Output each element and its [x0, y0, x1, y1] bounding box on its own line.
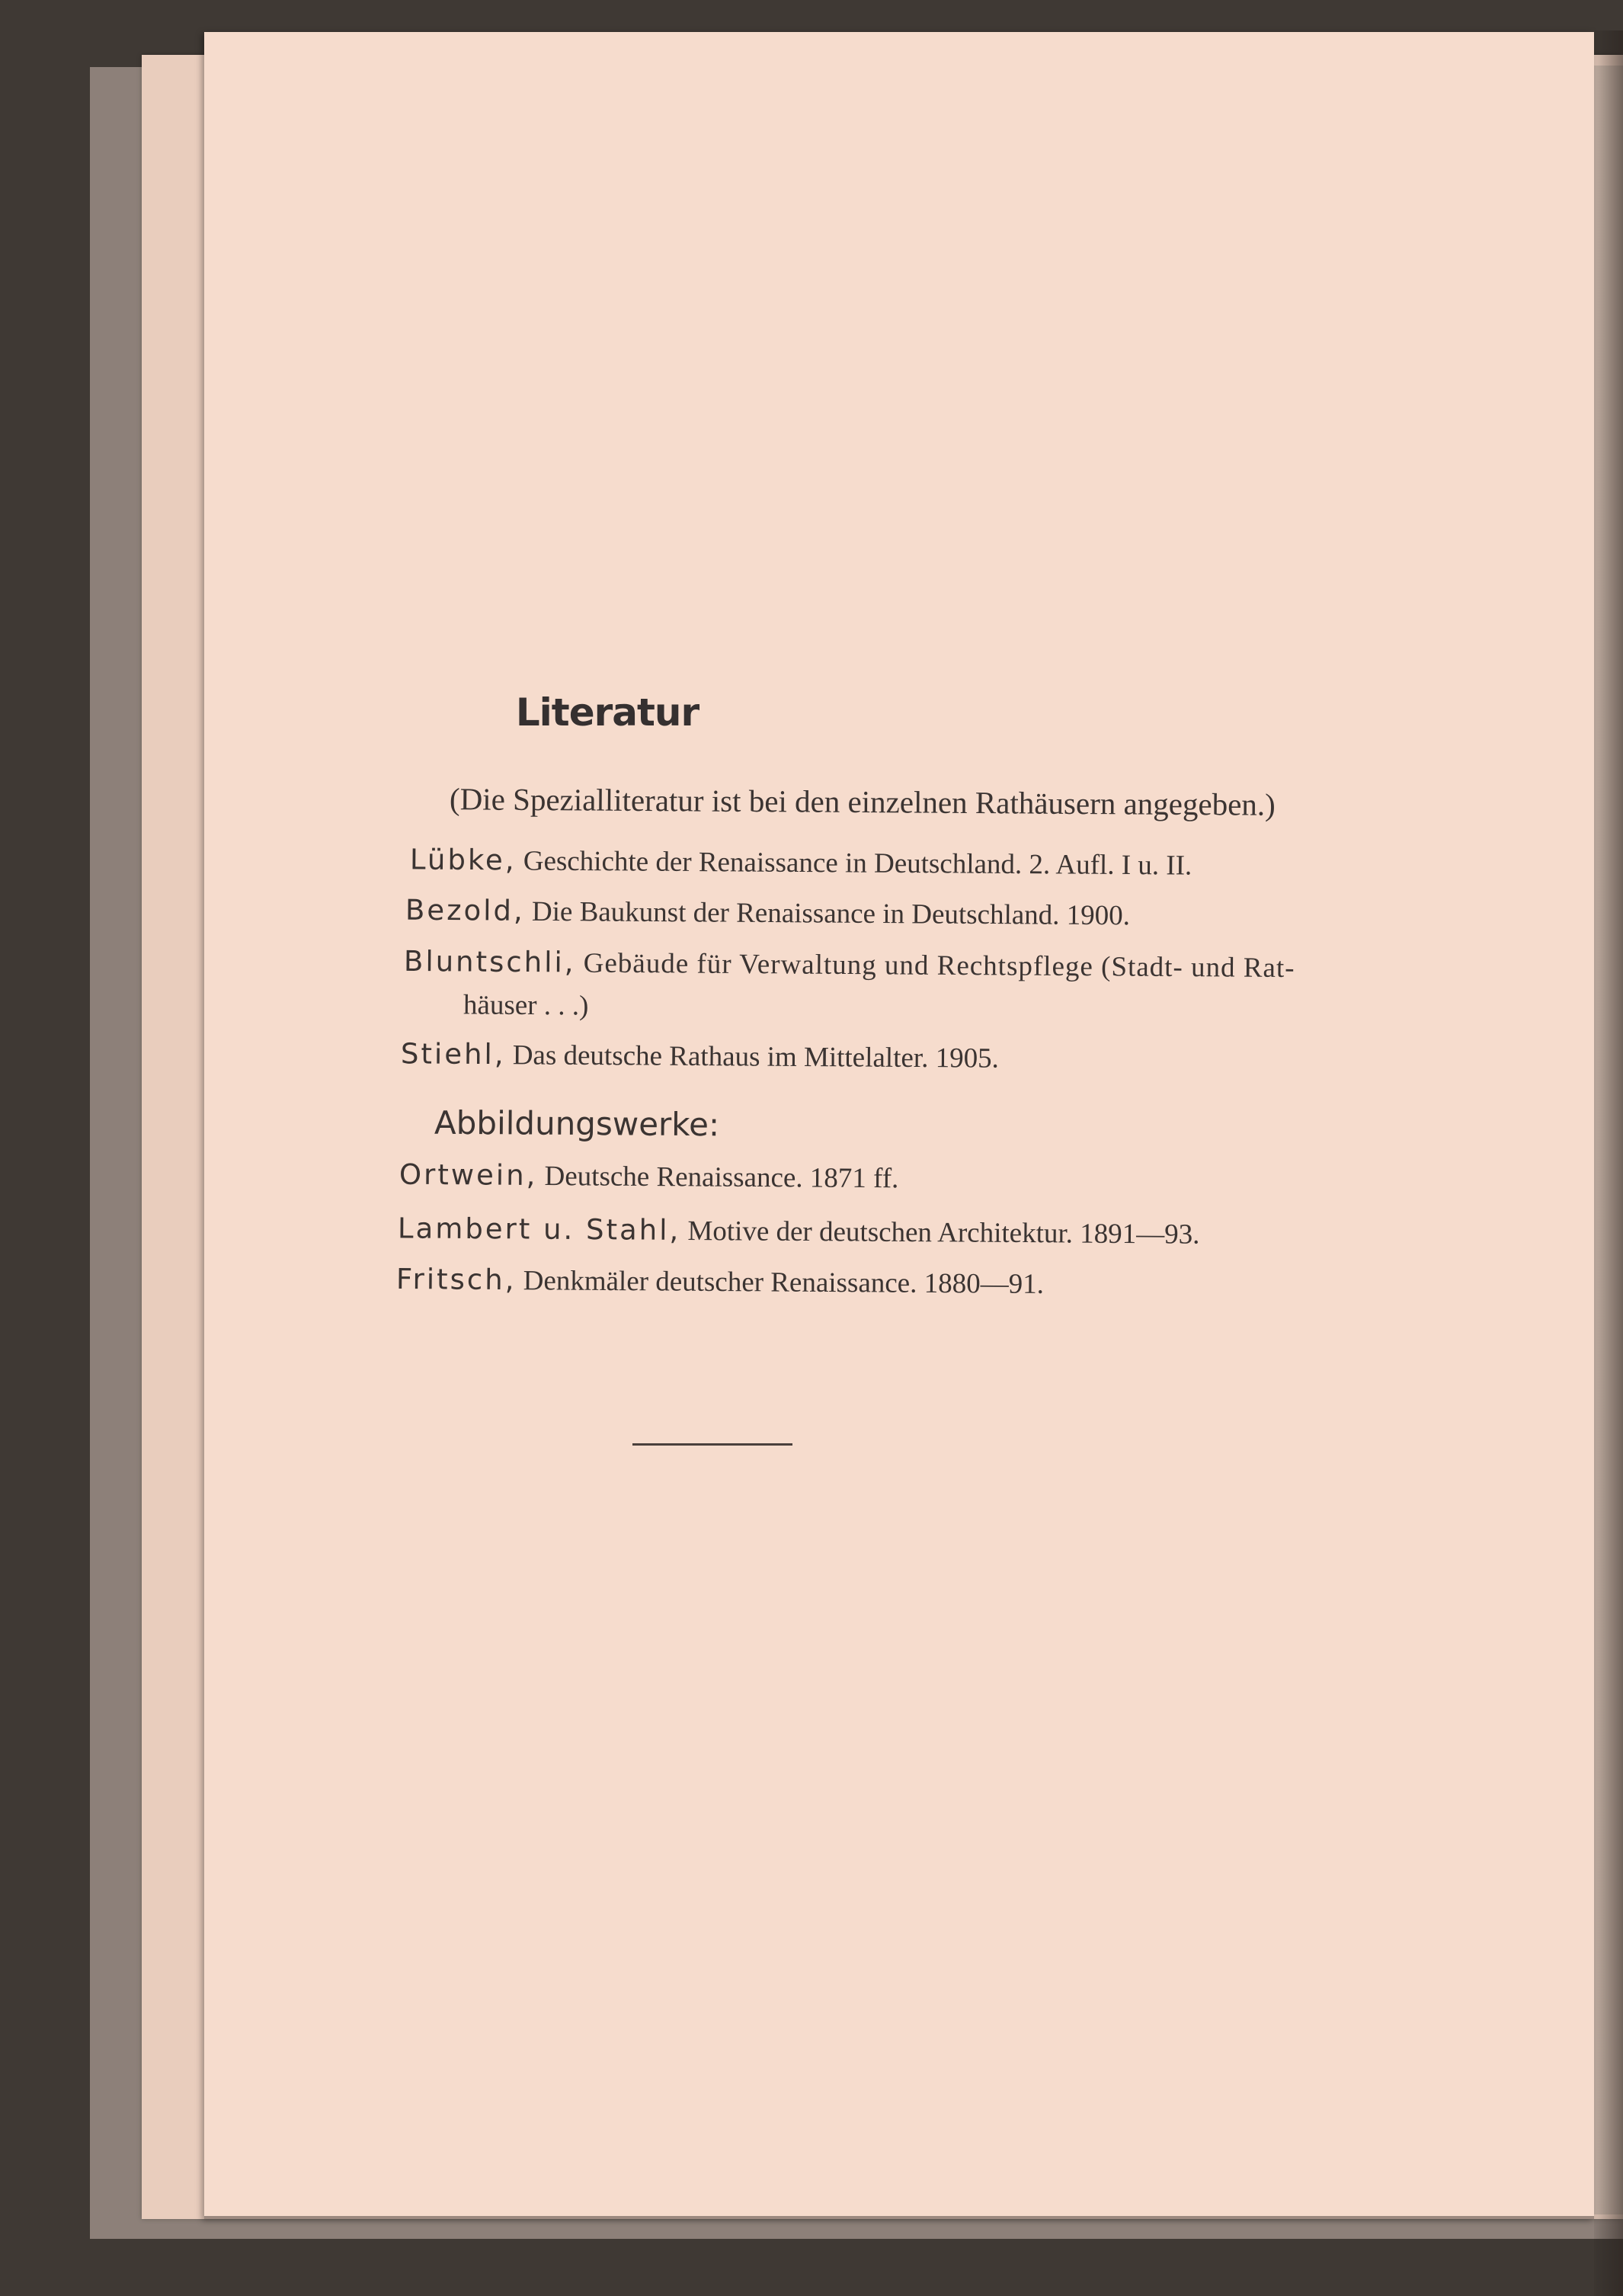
bibliography-entry — [410, 843, 1192, 882]
horizontal-rule — [632, 1443, 792, 1446]
entry-text: Denkmäler deutscher Renaissance. 1880—91. — [523, 1265, 1045, 1300]
illustrated-work-entry — [398, 1212, 1200, 1250]
entry-author: Ortwein, — [399, 1158, 538, 1192]
entry-text: Gebäude für Verwaltung und Rechtspflege (Stadt- und Rat- — [583, 947, 1295, 985]
entry-text: Geschichte der Renaissance in Deutschland. 2. Aufl. I u. II. — [523, 845, 1192, 882]
entry-continuation: häuser . . .) — [463, 989, 589, 1022]
page — [204, 32, 1594, 2219]
entry-text: Motive der deutschen Architektur. 1891—93. — [687, 1215, 1200, 1250]
bibliography-entry — [405, 894, 1130, 933]
bibliography-entry — [401, 1037, 999, 1074]
entry-author: Lübke, — [409, 843, 517, 877]
page-title: Literatur — [515, 690, 699, 735]
page-bottom-edge — [204, 2216, 1594, 2219]
entry-author: Fritsch, — [395, 1263, 517, 1297]
note-line: (Die Spezialliteratur ist bei den einzelnen Rathäusern angegeben.) — [449, 781, 1276, 822]
entry-author: Lambert u. Stahl, — [397, 1212, 681, 1247]
entry-text: Die Baukunst der Renaissance in Deutschland. 1900. — [531, 895, 1131, 932]
entry-text: Deutsche Renaissance. 1871 ff. — [544, 1161, 899, 1195]
entry-author: Bezold, — [405, 893, 525, 927]
illustrated-work-entry — [396, 1263, 1044, 1301]
illustrated-work-entry — [399, 1158, 899, 1196]
bibliography-entry — [404, 945, 1295, 985]
spine-shadow — [1594, 30, 1623, 2296]
entry-author: Stiehl, — [400, 1037, 506, 1071]
entry-text: Das deutsche Rathaus im Mittelalter. 1905. — [512, 1039, 1000, 1074]
subheading: Abbildungswerke: — [434, 1103, 720, 1144]
entry-author: Bluntschli, — [403, 944, 576, 979]
